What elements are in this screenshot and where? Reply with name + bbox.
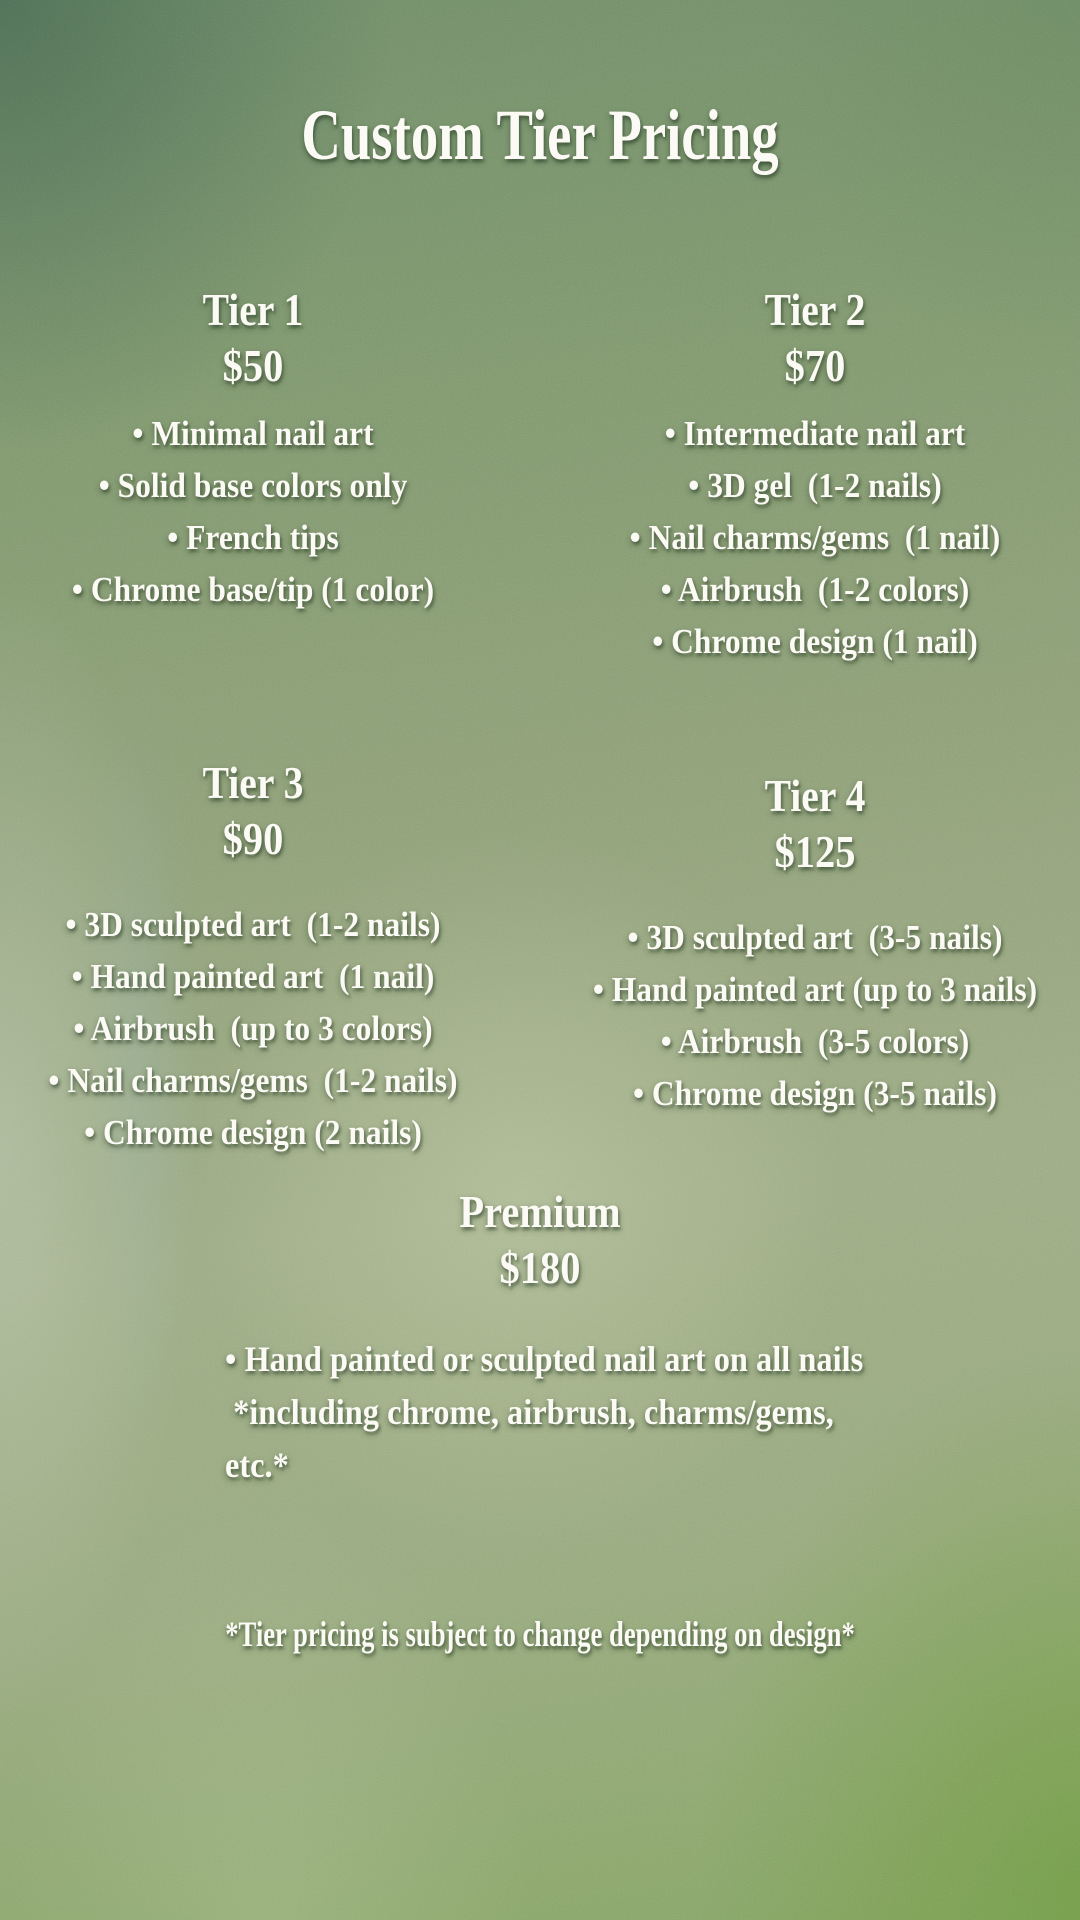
tier-4-card [550, 770, 1080, 1120]
page-title: Custom Tier Pricing [301, 95, 779, 175]
premium-description [225, 1333, 864, 1492]
premium-name: Premium [459, 1186, 621, 1237]
tier-item: • Nail charms/gems (1 nail) [629, 518, 1001, 557]
tier-name: Tier 3 [202, 757, 304, 808]
footnote: *Tier pricing is subject to change depending on design* [225, 1614, 855, 1654]
tier-items [550, 912, 1080, 1120]
tier-item: • Chrome design (1 nail) [652, 622, 978, 661]
tier-price: $50 [222, 340, 284, 391]
tier-items [0, 408, 506, 616]
premium-description-line: *including chrome, airbrush, charms/gems, [225, 1392, 834, 1432]
tier-item: • Airbrush (up to 3 colors) [73, 1009, 433, 1048]
tier-price: $70 [784, 340, 846, 391]
tier-price: $125 [774, 826, 856, 877]
tier-item: • Airbrush (3-5 colors) [660, 1022, 970, 1061]
premium-card [0, 1186, 1080, 1294]
tier-item: • 3D sculpted art (3-5 nails) [627, 918, 1003, 957]
premium-description-line: etc.* [225, 1445, 289, 1485]
tier-items [0, 899, 506, 1159]
tier-item: • Chrome design (2 nails) [84, 1113, 422, 1152]
tier-item: • Solid base colors only [98, 466, 408, 505]
tier-item: • Airbrush (1-2 colors) [660, 570, 970, 609]
tier-item: • French tips [167, 518, 339, 557]
tier-item: • Minimal nail art [132, 414, 374, 453]
tier-item: • Chrome design (3-5 nails) [633, 1074, 997, 1113]
tier-item: • Intermediate nail art [664, 414, 966, 453]
tier-item: • Hand painted art (up to 3 nails) [592, 970, 1038, 1009]
tier-price: $90 [222, 813, 284, 864]
tier-items [550, 408, 1080, 668]
tier-name: Tier 2 [764, 284, 866, 335]
tier-item: • Hand painted art (1 nail) [71, 957, 435, 996]
premium-description-line: • Hand painted or sculpted nail art on all nails [225, 1339, 864, 1379]
tier-name: Tier 4 [764, 770, 866, 821]
tier-3-card [0, 757, 506, 1159]
tier-name: Tier 1 [202, 284, 304, 335]
tier-item: • Nail charms/gems (1-2 nails) [48, 1061, 458, 1100]
tier-2-card [550, 284, 1080, 668]
tier-item: • Chrome base/tip (1 color) [71, 570, 435, 609]
tier-item: • 3D sculpted art (1-2 nails) [65, 905, 441, 944]
tier-1-card [0, 284, 506, 616]
premium-price: $180 [499, 1242, 581, 1293]
tier-item: • 3D gel (1-2 nails) [688, 466, 942, 505]
